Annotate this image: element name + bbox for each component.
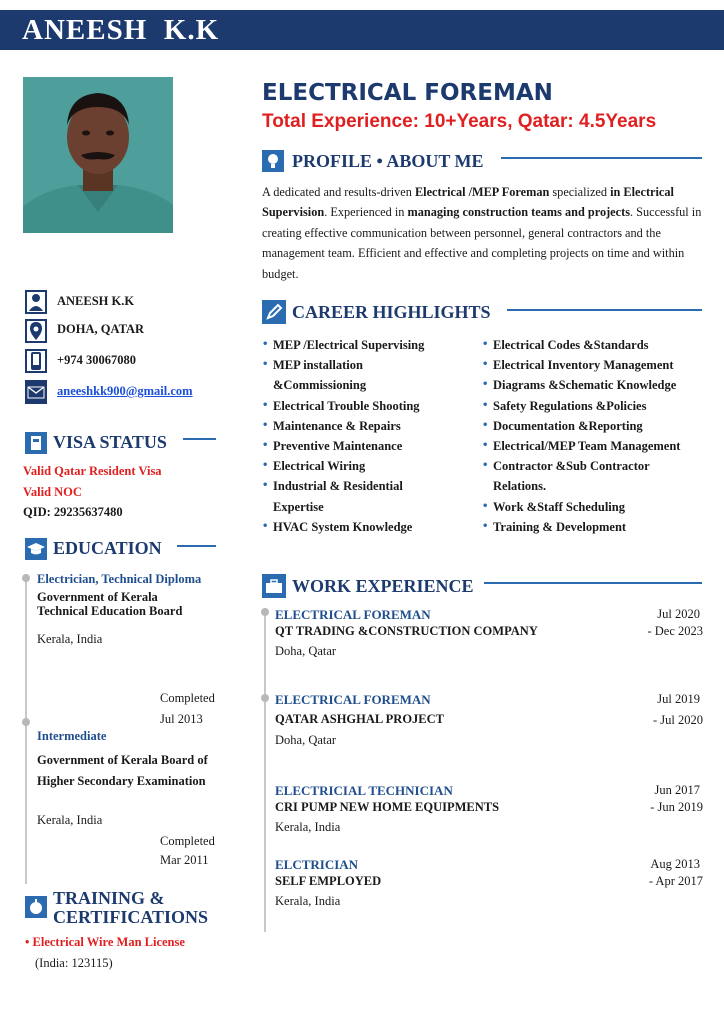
education-degree: Intermediate	[37, 729, 107, 743]
education-location: Kerala, India	[37, 632, 103, 646]
profile-photo	[23, 77, 173, 233]
highlight-item: • Contractor &Sub Contractor	[482, 456, 680, 476]
visa-title-rule	[183, 438, 216, 440]
education-title-rule	[177, 545, 216, 547]
location-pin-icon	[25, 319, 47, 343]
highlight-item: • Electrical Wiring	[262, 456, 424, 476]
job-location: Kerala, India	[275, 820, 341, 834]
job-company: CRI PUMP NEW HOME EQUIPMENTS	[275, 800, 500, 814]
highlight-item: • Electrical Codes &Standards	[482, 335, 680, 355]
job-date-from: Jul 2020	[657, 607, 700, 621]
job-date-from: Jun 2017	[654, 783, 700, 797]
education-status: Completed	[160, 834, 215, 848]
education-board-line: Government of Kerala Board of	[37, 753, 208, 767]
education-timeline-dot	[22, 574, 30, 582]
highlight-item: • Work &Staff Scheduling	[482, 497, 680, 517]
phone-icon	[25, 349, 47, 373]
profile-title-rule	[501, 157, 702, 159]
work-timeline-dot	[261, 608, 269, 616]
training-section-title: CERTIFICATIONS	[53, 907, 209, 927]
contact-name: ANEESH K.K	[57, 294, 135, 308]
contact-email-link[interactable]: aneeshkk900@gmail.com	[57, 384, 193, 398]
envelope-icon	[25, 380, 47, 404]
highlights-list-right	[482, 335, 680, 537]
highlight-item: • Industrial & Residential	[262, 476, 424, 496]
job-date-to: - Apr 2017	[648, 874, 703, 888]
profile-text-part: A dedicated and results-driven	[262, 185, 415, 199]
header-name: ANEESH K.K	[22, 14, 220, 46]
profile-text-bold: Electrical /MEP Foreman	[414, 185, 550, 199]
job-title: ELECTRICAL FOREMAN	[275, 692, 431, 707]
passport-icon	[25, 432, 47, 454]
job-date-to: - Dec 2023	[647, 624, 703, 638]
highlight-item: Relations.	[493, 479, 547, 494]
education-date: Mar 2011	[160, 853, 209, 867]
graduation-cap-icon	[25, 538, 47, 560]
education-timeline-line	[25, 574, 27, 884]
edit-icon	[262, 300, 286, 324]
job-company: SELF EMPLOYED	[275, 874, 382, 888]
profile-text-bold: managing construction teams and projects	[407, 205, 630, 220]
profile-text-part: . Experienced in	[324, 205, 408, 220]
job-company: QT TRADING &CONSTRUCTION COMPANY	[275, 624, 538, 638]
job-date-from: Aug 2013	[650, 857, 700, 871]
profile-text-part: . Successful in creating effective communication between personnel, general contractors and the management team. Efficient and effective and completing projects on time and within budget.	[262, 205, 702, 281]
highlight-item: • Safety Regulations &Policies	[482, 396, 680, 416]
job-location: Kerala, India	[275, 894, 341, 908]
training-detail: (India: 123115)	[35, 956, 113, 970]
education-timeline-dot	[22, 718, 30, 726]
visa-section-title: VISA STATUS	[53, 432, 167, 452]
highlight-item: • Preventive Maintenance	[262, 436, 424, 456]
visa-qid: QID: 29235637480	[23, 505, 123, 519]
education-date: Jul 2013	[160, 712, 203, 726]
job-title: ELECTRICIAL TECHNICIAN	[275, 783, 453, 798]
highlight-item: • MEP /Electrical Supervising	[262, 335, 424, 355]
training-item-label: Electrical Wire Man License	[32, 935, 185, 949]
highlights-section-title: CAREER HIGHLIGHTS	[292, 302, 491, 322]
job-date-from: Jul 2019	[657, 692, 700, 706]
education-board-line: Government of Kerala	[37, 590, 158, 604]
job-date-to: - Jun 2019	[650, 800, 703, 814]
highlight-item: • Documentation &Reporting	[482, 416, 680, 436]
profile-photo-image	[23, 77, 173, 233]
person-icon	[25, 290, 47, 314]
work-title-rule	[484, 582, 702, 584]
job-title: ELCTRICIAN	[275, 857, 359, 872]
highlight-item: Expertise	[273, 499, 324, 514]
highlight-item: • MEP installation	[262, 355, 424, 375]
contact-phone: +974 30067080	[57, 353, 136, 367]
highlight-item: • HVAC System Knowledge	[262, 517, 424, 537]
work-timeline-line	[264, 610, 266, 932]
profile-text	[262, 182, 710, 284]
education-board-line: Higher Secondary Examination	[37, 774, 206, 788]
training-item: • Electrical Wire Man License	[25, 935, 185, 949]
profile-text-part: specialized	[549, 185, 611, 199]
profile-section-title: PROFILE • ABOUT ME	[292, 151, 484, 171]
highlight-item: • Electrical/MEP Team Management	[482, 436, 680, 456]
education-location: Kerala, India	[37, 813, 103, 827]
total-experience: Total Experience: 10+Years, Qatar: 4.5Years	[262, 111, 657, 132]
education-degree: Electrician, Technical Diploma	[37, 572, 202, 586]
job-location: Doha, Qatar	[275, 733, 337, 747]
highlight-item: • Electrical Inventory Management	[482, 355, 680, 375]
education-status: Completed	[160, 691, 215, 705]
education-section-title: EDUCATION	[53, 538, 162, 558]
highlights-title-rule	[507, 309, 702, 311]
job-company: QATAR ASHGHAL PROJECT	[275, 712, 445, 726]
contact-location: DOHA, QATAR	[57, 322, 145, 336]
highlight-item: &Commissioning	[273, 378, 367, 393]
job-title-heading: ELECTRICAL FOREMAN	[262, 80, 553, 106]
training-section-title: TRAINING &	[53, 888, 165, 908]
profile-text-bold: in Electrical Supervision	[262, 185, 674, 220]
lightbulb-icon	[262, 150, 284, 172]
highlight-item: • Diagrams &Schematic Knowledge	[482, 375, 680, 395]
work-timeline-dot	[261, 694, 269, 702]
highlight-item: • Maintenance & Repairs	[262, 416, 424, 436]
education-board-line: Technical Education Board	[37, 604, 183, 618]
work-section-title: WORK EXPERIENCE	[292, 576, 474, 596]
visa-line-2: Valid NOC	[23, 485, 82, 499]
highlight-item: • Training & Development	[482, 517, 680, 537]
highlights-list-left	[262, 335, 424, 537]
visa-line-1: Valid Qatar Resident Visa	[23, 464, 162, 478]
header-band	[0, 10, 724, 50]
briefcase-icon	[262, 574, 286, 598]
job-date-to: - Jul 2020	[653, 713, 703, 727]
job-title: ELECTRICAL FOREMAN	[275, 607, 431, 622]
certificate-icon	[25, 896, 47, 918]
job-location: Doha, Qatar	[275, 644, 337, 658]
highlight-item: • Electrical Trouble Shooting	[262, 396, 424, 416]
